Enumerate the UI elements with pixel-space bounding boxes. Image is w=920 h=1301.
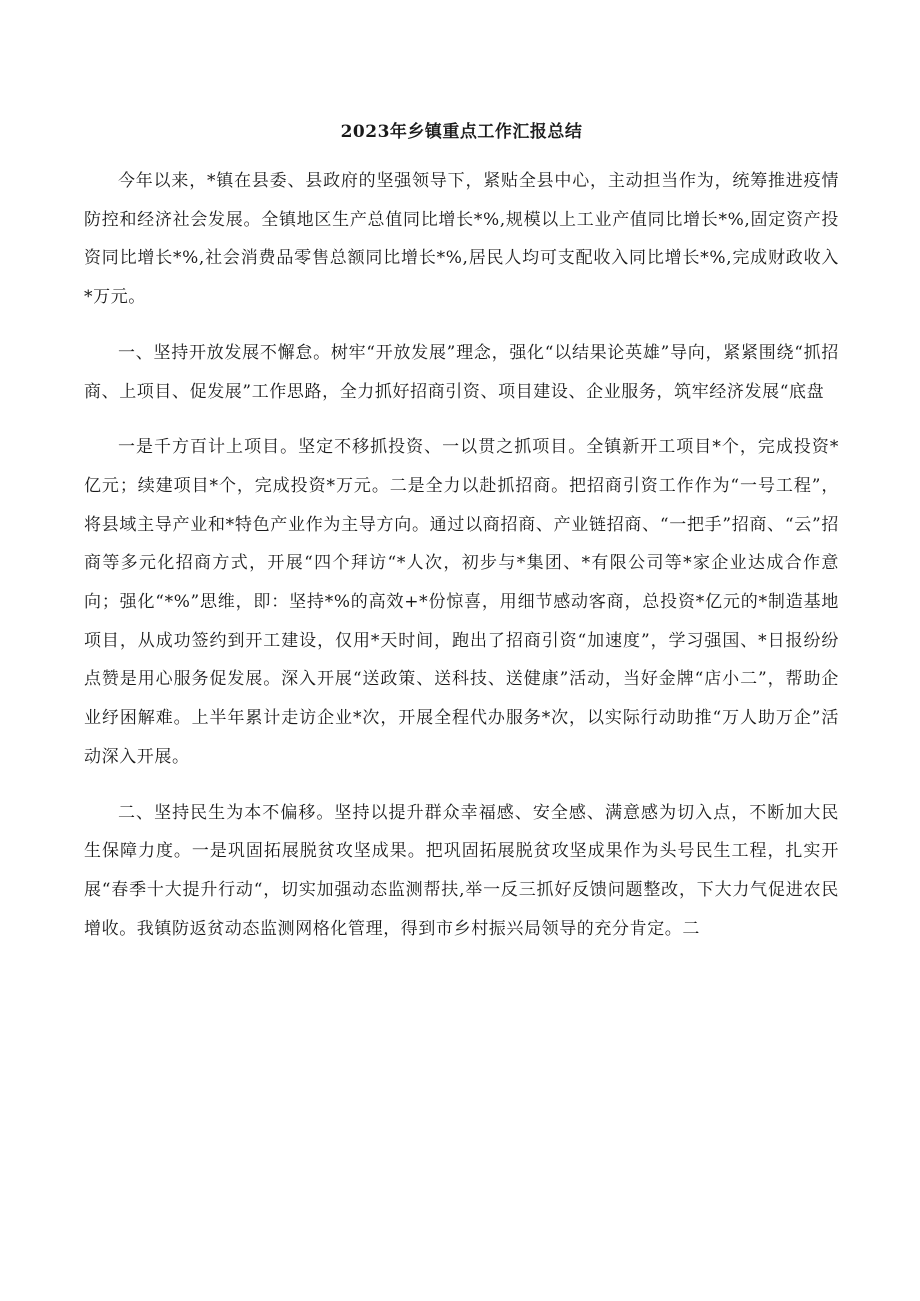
paragraph-livelihood: 二、坚持民生为本不偏移。坚持以提升群众幸福感、安全感、满意感为切入点，不断加大民生保障力度。一是巩固拓展脱贫攻坚成果。把巩固拓展脱贫攻坚成果作为头号民生工程，扎实开展“春季十大提升行动“，切实加强动态监测帮扶,举一反三抓好反馈问题整改，下大力气促进农民增收。我镇防返贫动态监测网格化管理，得到市乡村振兴局领导的充分肯定。二 <box>84 802 839 939</box>
document-page <box>84 120 839 948</box>
paragraph-projects-investment: 一是千方百计上项目。坚定不移抓投资、一以贯之抓项目。全镇新开工项目*个，完成投资*亿元；续建项目*个，完成投资*万元。二是全力以赴抓招商。把招商引资工作作为“一号工程”，将县域主导产业和*特色产业作为主导方向。通过以商招商、产业链招商、“一把手”招商、“云”招商等多元化招商方式，开展“四个拜访“*人次，初步与*集团、*有限公司等*家企业达成合作意向；强化“*%”思维，即：坚持*%的高效+*份惊喜，用细节感动客商，总投资*亿元的*制造基地项目，从成功签约到开工建设，仅用*天时间，跑出了招商引资“加速度”，学习强国、*日报纷纷点赞是用心服务促发展。深入开展“送政策、送科技、送健康”活动，当好金牌“店小二”，帮助企业纾困解难。上半年累计走访企业*次，开展全程代办服务*次，以实际行动助推“万人助万企”活动深入开展。 <box>84 437 839 767</box>
document-title: 2023年乡镇重点工作汇报总结 <box>340 122 583 142</box>
paragraph-open-development: 一、坚持开放发展不懈怠。树牢“开放发展”理念，强化“以结果论英雄”导向，紧紧围绕“抓招商、上项目、促发展”工作思路，全力抓好招商引资、项目建设、企业服务，筑牢经济发展“底盘 <box>84 342 839 402</box>
paragraph-intro: 今年以来，*镇在县委、县政府的坚强领导下，紧贴全县中心，主动担当作为，统筹推进疫情防控和经济社会发展。全镇地区生产总值同比增长*%,规模以上工业产值同比增长*%,固定资产投资同比增长*%,社会消费品零售总额同比增长*%,居民人均可支配收入同比增长*%,完成财政收入*万元。 <box>84 171 839 308</box>
